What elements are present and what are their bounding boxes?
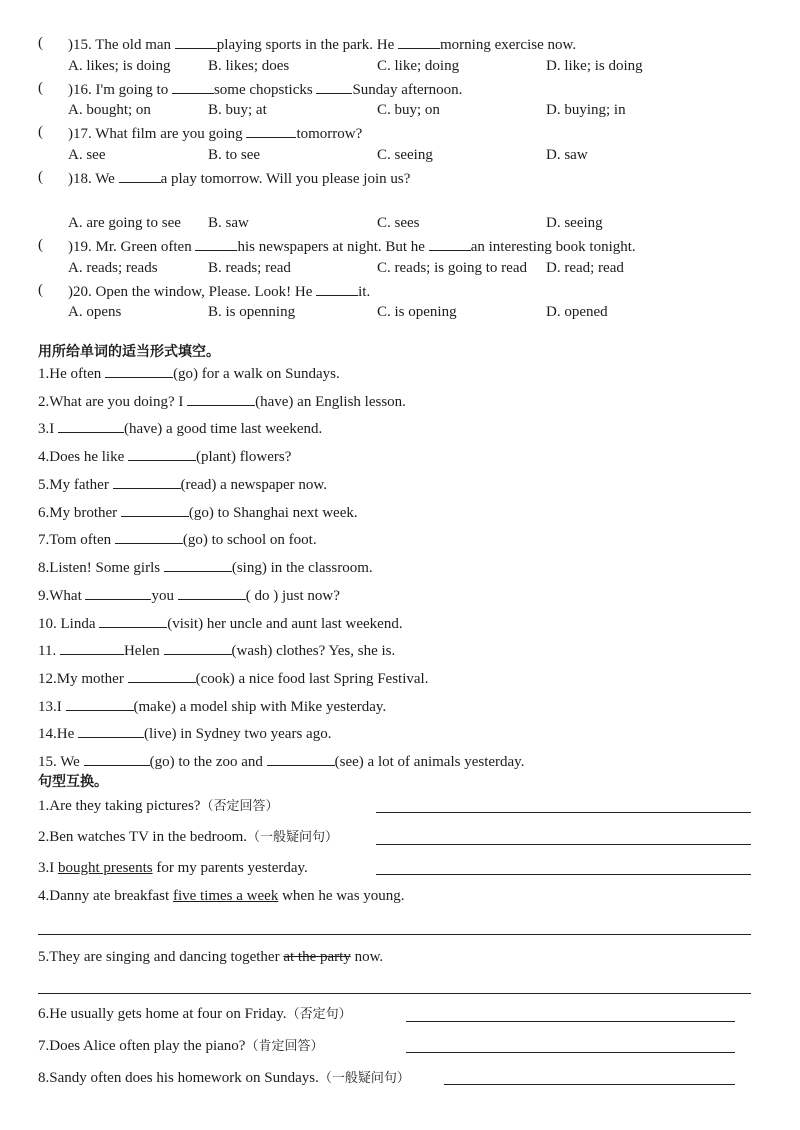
item-text: (make) a model ship with Mike yesterday.	[133, 699, 387, 715]
item-note: （否定句）	[286, 1007, 352, 1022]
question-text: )15. The old man	[68, 37, 175, 53]
option-c[interactable]: C. reads; is going to read	[377, 260, 527, 276]
item-text: 1.He often	[38, 366, 106, 382]
option-b[interactable]: B. likes; does	[208, 58, 290, 74]
answer-blank[interactable]	[267, 751, 335, 766]
answer-blank[interactable]	[85, 585, 151, 600]
question-text: )17. What film are you going	[68, 126, 247, 142]
answer-blank[interactable]	[429, 236, 471, 251]
option-b[interactable]: B. is openning	[208, 304, 296, 320]
item-text: (go) to the zoo and	[149, 754, 267, 770]
item-text: 10. Linda	[38, 616, 100, 632]
question-text: it.	[358, 284, 371, 300]
fill-item-4	[38, 446, 291, 466]
fill-item-8	[38, 557, 373, 577]
answer-blank[interactable]	[195, 236, 237, 251]
option-c[interactable]: C. buy; on	[377, 102, 440, 118]
item-text: (go) to Shanghai next week.	[188, 505, 358, 521]
option-c[interactable]: C. sees	[377, 215, 420, 231]
option-d[interactable]: D. read; read	[546, 260, 624, 276]
item-text: 4.Danny ate breakfast	[38, 888, 173, 904]
item-text: 13.I	[38, 699, 66, 715]
answer-line[interactable]	[376, 874, 751, 875]
mc-question-19	[68, 236, 636, 256]
question-text: )19. Mr. Green often	[68, 239, 196, 255]
answer-blank[interactable]	[66, 696, 134, 711]
answer-blank[interactable]	[58, 418, 124, 433]
answer-blank[interactable]	[316, 79, 352, 94]
item-text: when he was young.	[278, 888, 405, 904]
item-text: 7.Tom often	[38, 532, 115, 548]
transform-item-4	[38, 887, 405, 905]
fill-item-10	[38, 613, 403, 633]
fill-item-7	[38, 529, 317, 549]
answer-paren: (	[38, 124, 43, 140]
answer-blank[interactable]	[128, 668, 196, 683]
item-text: (have) an English lesson.	[255, 394, 406, 410]
question-text: )20. Open the window, Please. Look! He	[68, 284, 317, 300]
question-text: a play tomorrow. Will you please join us?	[160, 171, 411, 187]
option-d[interactable]: D. opened	[546, 304, 608, 320]
section-title-fill: 用所给单词的适当形式填空。	[38, 344, 220, 360]
section-title-transform: 句型互换。	[38, 774, 108, 790]
item-text: for my parents yesterday.	[152, 860, 308, 876]
option-a[interactable]: A. see	[68, 147, 106, 163]
item-text: 6.My brother	[38, 505, 121, 521]
underlined-phrase: bought presents	[58, 860, 153, 876]
question-text: tomorrow?	[296, 126, 363, 142]
item-text: 3.I	[38, 860, 58, 876]
item-text: 2.What are you doing? I	[38, 394, 188, 410]
item-note: （一般疑问句）	[247, 830, 339, 845]
answer-blank[interactable]	[178, 585, 246, 600]
answer-blank[interactable]	[78, 723, 144, 738]
fill-item-3	[38, 418, 322, 438]
mc-question-20	[68, 281, 370, 301]
item-text: 2.Ben watches TV in the bedroom.	[38, 829, 247, 845]
option-a[interactable]: A. are going to see	[68, 215, 181, 231]
option-a[interactable]: A. reads; reads	[68, 260, 158, 276]
option-a[interactable]: A. likes; is doing	[68, 58, 171, 74]
option-a[interactable]: A. bought; on	[68, 102, 151, 118]
mc-question-17	[68, 123, 362, 143]
question-text: an interesting book tonight.	[470, 239, 636, 255]
option-b[interactable]: B. saw	[208, 215, 249, 231]
question-text: )18. We	[68, 171, 119, 187]
option-b[interactable]: B. reads; read	[208, 260, 291, 276]
item-text: (go) for a walk on Sundays.	[173, 366, 340, 382]
item-text: ( do ) just now?	[245, 588, 340, 604]
answer-line[interactable]	[38, 934, 751, 935]
question-text: )16. I'm going to	[68, 82, 172, 98]
answer-blank[interactable]	[115, 529, 183, 544]
option-a[interactable]: A. opens	[68, 304, 122, 320]
item-text: Helen	[123, 643, 164, 659]
transform-item-3	[38, 859, 308, 877]
item-text: (cook) a nice food last Spring Festival.	[195, 671, 429, 687]
mc-question-16	[68, 79, 462, 99]
item-text: you	[151, 588, 178, 604]
item-text: (see) a lot of animals yesterday.	[334, 754, 525, 770]
item-text: 5.They are singing and dancing together	[38, 949, 284, 965]
fill-item-1	[38, 363, 340, 383]
item-text: 3.I	[38, 421, 58, 437]
item-text: 12.My mother	[38, 671, 128, 687]
answer-line[interactable]	[406, 1052, 735, 1053]
item-text: (read) a newspaper now.	[180, 477, 328, 493]
option-b[interactable]: B. buy; at	[208, 102, 267, 118]
transform-item-5	[38, 948, 383, 966]
item-text: 9.What	[38, 588, 86, 604]
mc-question-18	[68, 168, 410, 188]
item-text: 1.Are they taking pictures?	[38, 798, 201, 814]
transform-item-8	[38, 1069, 410, 1088]
item-text: 11.	[38, 643, 60, 659]
question-text: his newspapers at night. But he	[237, 239, 429, 255]
option-d[interactable]: D. saw	[546, 147, 588, 163]
answer-blank[interactable]	[246, 123, 296, 138]
item-text: 15. We	[38, 754, 84, 770]
answer-blank[interactable]	[175, 34, 217, 49]
answer-paren: (	[38, 80, 43, 96]
transform-item-1	[38, 797, 278, 816]
item-text: 5.My father	[38, 477, 113, 493]
answer-paren: (	[38, 169, 43, 185]
fill-item-14	[38, 723, 331, 743]
fill-item-13	[38, 696, 386, 716]
item-text: 7.Does Alice often play the piano?	[38, 1038, 246, 1054]
fill-item-2	[38, 391, 406, 411]
answer-blank[interactable]	[128, 446, 196, 461]
answer-blank[interactable]	[121, 502, 189, 517]
answer-line[interactable]	[444, 1084, 735, 1085]
transform-item-7	[38, 1037, 323, 1056]
answer-blank[interactable]	[164, 557, 232, 572]
item-text: (plant) flowers?	[195, 449, 292, 465]
answer-paren: (	[38, 282, 43, 298]
transform-item-6	[38, 1005, 352, 1024]
item-text: 6.He usually gets home at four on Friday.	[38, 1006, 287, 1022]
answer-blank[interactable]	[113, 474, 181, 489]
answer-blank[interactable]	[172, 79, 214, 94]
item-text: 14.He	[38, 726, 78, 742]
option-c[interactable]: C. like; doing	[377, 58, 460, 74]
option-d[interactable]: D. seeing	[546, 215, 603, 231]
item-text: (sing) in the classroom.	[231, 560, 373, 576]
item-text: (have) a good time last weekend.	[124, 421, 323, 437]
item-text: 4.Does he like	[38, 449, 128, 465]
item-note: （一般疑问句）	[318, 1071, 410, 1086]
option-d[interactable]: D. buying; in	[546, 102, 626, 118]
option-c[interactable]: C. seeing	[377, 147, 433, 163]
struck-phrase: at the party	[283, 949, 351, 965]
mc-question-15	[68, 34, 576, 54]
item-note: （肯定回答）	[245, 1039, 324, 1054]
item-text: (visit) her uncle and aunt last weekend.	[167, 616, 403, 632]
transform-item-2	[38, 828, 338, 847]
answer-paren: (	[38, 237, 43, 253]
option-d[interactable]: D. like; is doing	[546, 58, 643, 74]
answer-line[interactable]	[376, 844, 751, 845]
item-text: (go) to school on foot.	[182, 532, 317, 548]
item-note: （否定回答）	[200, 799, 279, 814]
option-b[interactable]: B. to see	[208, 147, 261, 163]
fill-item-9	[38, 585, 340, 605]
fill-item-12	[38, 668, 428, 688]
item-text: 8.Listen! Some girls	[38, 560, 164, 576]
question-text: Sunday afternoon.	[352, 82, 463, 98]
answer-blank[interactable]	[119, 168, 161, 183]
answer-blank[interactable]	[99, 613, 167, 628]
question-text: some chopsticks	[213, 82, 317, 98]
answer-blank[interactable]	[60, 640, 124, 655]
fill-item-11	[38, 640, 395, 660]
answer-paren: (	[38, 35, 43, 51]
item-text: (live) in Sydney two years ago.	[144, 726, 332, 742]
fill-item-15	[38, 751, 524, 771]
answer-blank[interactable]	[164, 640, 232, 655]
answer-blank[interactable]	[105, 363, 173, 378]
underlined-phrase: five times a week	[172, 888, 279, 904]
question-text: morning exercise now.	[440, 37, 577, 53]
answer-blank[interactable]	[187, 391, 255, 406]
answer-blank[interactable]	[398, 34, 440, 49]
fill-item-5	[38, 474, 327, 494]
item-text: now.	[350, 949, 384, 965]
fill-item-6	[38, 502, 358, 522]
answer-line[interactable]	[406, 1021, 735, 1022]
answer-blank[interactable]	[316, 281, 358, 296]
answer-line[interactable]	[376, 812, 751, 813]
option-c[interactable]: C. is opening	[377, 304, 457, 320]
item-text: (wash) clothes? Yes, she is.	[231, 643, 396, 659]
answer-blank[interactable]	[84, 751, 150, 766]
answer-line[interactable]	[38, 993, 751, 994]
item-text: 8.Sandy often does his homework on Sundays.	[38, 1070, 319, 1086]
question-text: playing sports in the park. He	[216, 37, 399, 53]
